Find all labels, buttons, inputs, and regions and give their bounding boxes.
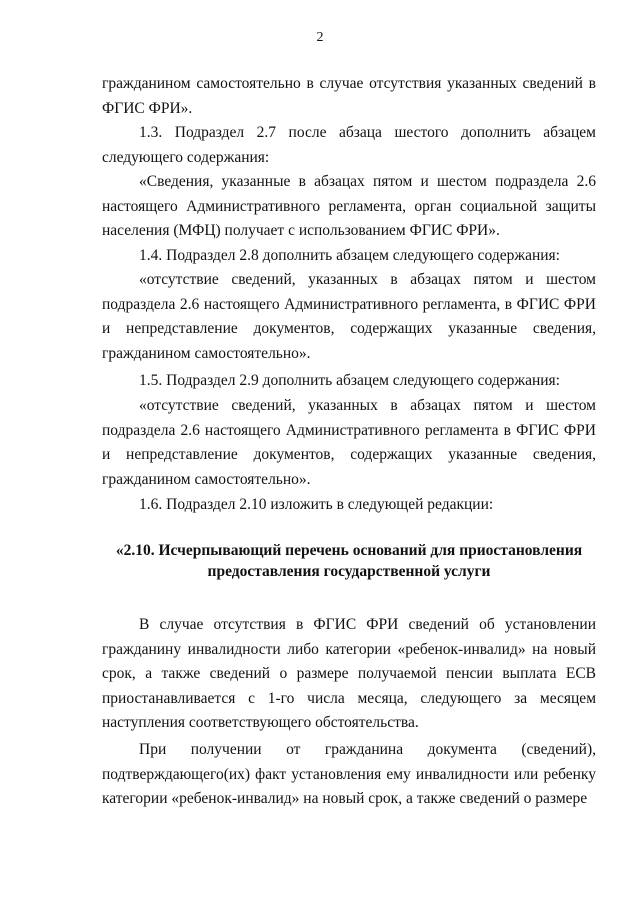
section-heading-line-1: «2.10. Исчерпывающий перечень оснований для приостановления <box>115 542 583 559</box>
paragraph-item-1-4: 1.4. Подраздел 2.8 дополнить абзацем следующего содержания: <box>139 247 560 264</box>
paragraph-quote-2-7: «Сведения, указанные в абзацах пятом и шестом подраздела 2.6 настоящего Административного регламента, орган социальной защиты населения (МФЦ) получает с использованием ФГИС ФРИ». <box>102 173 596 239</box>
page-number: 2 <box>316 30 324 45</box>
paragraph-document-receipt: При получении от гражданина документа (сведений), подтверждающего(их) факт установления ему инвалидности или ребенку категории «ребенок-инвалид» на новый срок, а также сведений о размере <box>102 741 596 807</box>
paragraph-continuation: гражданином самостоятельно в случае отсутствия указанных сведений в ФГИС ФРИ». <box>102 75 596 117</box>
paragraph-quote-2-9: «отсутствие сведений, указанных в абзацах пятом и шестом подраздела 2.6 настоящего Административного регламента в ФГИС ФРИ и непредставление документов, содержащих указанные сведения, гражданином самостоятельно». <box>102 397 596 488</box>
paragraph-suspension-grounds: В случае отсутствия в ФГИС ФРИ сведений об установлении гражданину инвалидности либо категории «ребенок-инвалид» на новый срок, а также сведений о размере получаемой пенсии выплата ЕСВ приостанавливается с 1-го числа месяца, следующего за месяцем наступления соответствующего обстоятельства. <box>102 616 596 731</box>
section-heading-line-2: предоставления государственной услуги <box>207 563 491 580</box>
paragraph-item-1-3: 1.3. Подраздел 2.7 после абзаца шестого дополнить абзацем следующего содержания: <box>102 124 596 166</box>
paragraph-item-1-6: 1.6. Подраздел 2.10 изложить в следующей редакции: <box>139 496 494 513</box>
paragraph-quote-2-8: «отсутствие сведений, указанных в абзацах пятом и шестом подраздела 2.6 настоящего Административного регламента, в ФГИС ФРИ и непредставление документов, содержащих указанные сведения, гражданином самостоятельно». <box>102 271 596 362</box>
paragraph-item-1-5: 1.5. Подраздел 2.9 дополнить абзацем следующего содержания: <box>139 372 560 389</box>
